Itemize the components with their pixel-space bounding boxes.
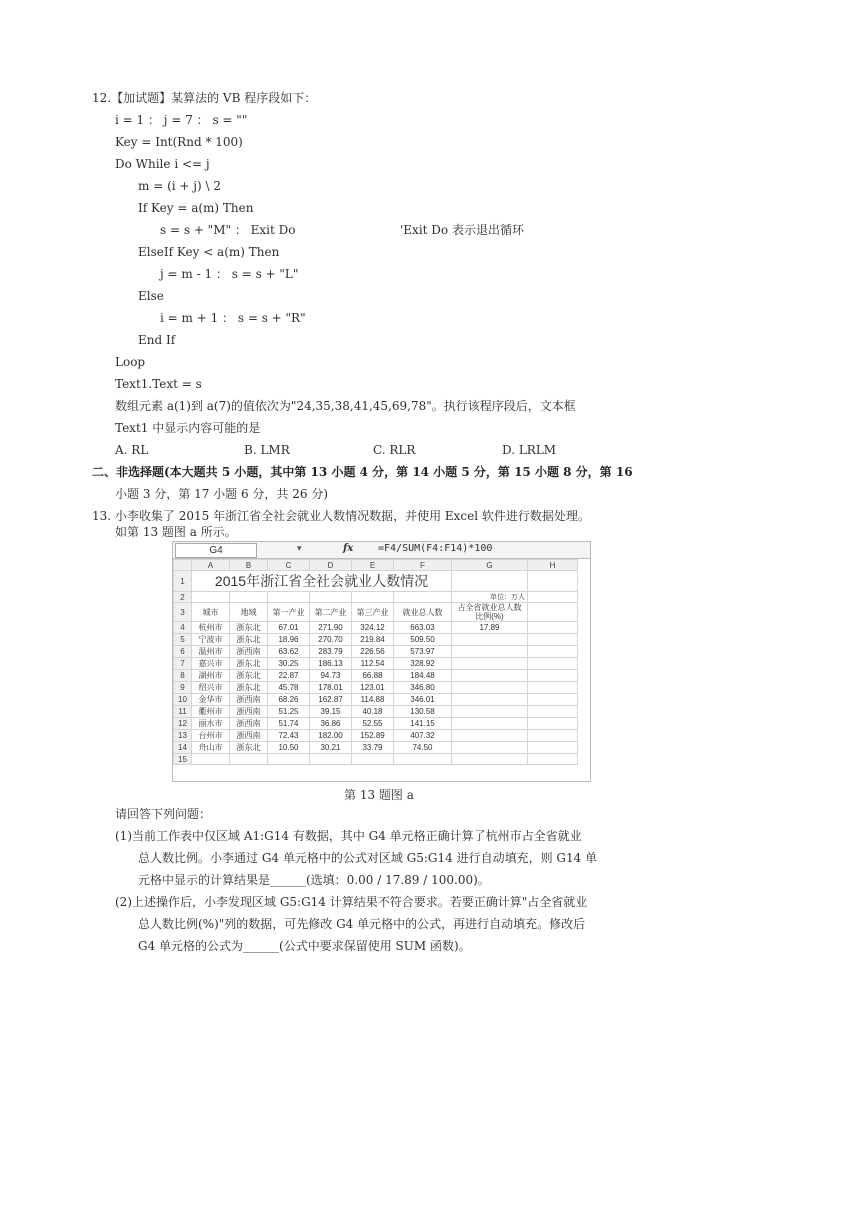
col-header-b[interactable]: B: [230, 560, 268, 571]
table-row: [174, 706, 578, 718]
cell[interactable]: 浙东北: [230, 622, 268, 634]
cell[interactable]: 219.84: [352, 634, 394, 646]
cell[interactable]: 10.50: [268, 742, 310, 754]
cell[interactable]: 67.01: [268, 622, 310, 634]
row-header[interactable]: 10: [174, 694, 192, 706]
q12-title: [92, 90, 316, 106]
cell[interactable]: [192, 592, 230, 603]
code-line-3: Do While i <= j: [115, 157, 210, 171]
cell[interactable]: 663.03: [394, 622, 452, 634]
row-header[interactable]: 11: [174, 706, 192, 718]
cell[interactable]: 浙西南: [230, 718, 268, 730]
q13-intro-1: 13. 小李收集了 2015 年浙江省全社会就业人数情况数据，并使用 Excel 软件进行数据处理。: [92, 509, 590, 523]
cell[interactable]: 141.15: [394, 718, 452, 730]
cell[interactable]: 328.92: [394, 658, 452, 670]
code-line-13: Text1.Text = s: [115, 377, 202, 391]
cell[interactable]: [528, 571, 578, 592]
chevron-down-icon[interactable]: ▾: [297, 543, 302, 553]
cell[interactable]: 152.89: [352, 730, 394, 742]
cell[interactable]: [352, 754, 394, 765]
table-row: [174, 634, 578, 646]
cell[interactable]: [394, 754, 452, 765]
cell[interactable]: 浙东北: [230, 742, 268, 754]
formula-input[interactable]: =F4/SUM(F4:F14)*100: [378, 543, 493, 554]
cell[interactable]: 114.88: [352, 694, 394, 706]
cell[interactable]: 湖州市: [192, 670, 230, 682]
row-header[interactable]: 1: [174, 571, 192, 592]
ratio-cell[interactable]: 17.89: [452, 622, 528, 634]
col-header-g[interactable]: G: [452, 560, 528, 571]
row-header[interactable]: 12: [174, 718, 192, 730]
row-header[interactable]: 7: [174, 658, 192, 670]
q12-desc-2: Text1 中显示内容可能的是: [115, 421, 261, 435]
code-comment: 'Exit Do 表示退出循环: [400, 223, 524, 237]
unit-label[interactable]: 单位：万人: [452, 592, 528, 603]
code-line-11: End If: [138, 333, 176, 347]
option-c: C. RLR: [373, 443, 416, 457]
column-header-row: [174, 560, 578, 571]
code-line-12: Loop: [115, 355, 146, 369]
cell[interactable]: 浙西南: [230, 730, 268, 742]
cell[interactable]: [230, 592, 268, 603]
table-row: [174, 622, 578, 634]
data-rows: [174, 622, 578, 754]
header-ratio[interactable]: 占全省就业总人数比例(%): [452, 603, 528, 622]
cell[interactable]: 51.25: [268, 706, 310, 718]
cell[interactable]: 52.55: [352, 718, 394, 730]
code-line-10: i = m + 1 ： s = s + "R": [160, 311, 306, 325]
option-b: B. LMR: [244, 443, 290, 457]
cell[interactable]: [528, 670, 578, 682]
code-line-6: s = s + "M" ： Exit Do: [160, 223, 296, 237]
q13-part1-line1: (1)当前工作表中仅区域 A1:G14 有数据，其中 G4 单元格正确计算了杭州市占全省就业: [115, 829, 582, 843]
cell[interactable]: 324.12: [352, 622, 394, 634]
cell[interactable]: 浙东北: [230, 634, 268, 646]
header-row: [174, 603, 578, 622]
cell[interactable]: 嘉兴市: [192, 658, 230, 670]
row-header[interactable]: 9: [174, 682, 192, 694]
cell[interactable]: [528, 634, 578, 646]
header-primary[interactable]: 第一产业: [268, 603, 310, 622]
cell[interactable]: 271.90: [310, 622, 352, 634]
fx-icon[interactable]: fx: [343, 543, 354, 554]
cell[interactable]: 浙东北: [230, 682, 268, 694]
code-line-9: Else: [138, 289, 164, 303]
ratio-cell[interactable]: [452, 730, 528, 742]
cell[interactable]: [268, 754, 310, 765]
cell[interactable]: 浙西南: [230, 694, 268, 706]
q13-part1-line3: 元格中显示的计算结果是______(选填：0.00 / 17.89 / 100.00)。: [138, 873, 490, 887]
option-a: A. RL: [115, 443, 149, 457]
code-line-4: m = (i + j) \ 2: [138, 179, 221, 193]
code-line-8: j = m - 1 ： s = s + "L": [160, 267, 299, 281]
col-header-f[interactable]: F: [394, 560, 452, 571]
formula-bar: [173, 542, 590, 559]
cell[interactable]: [528, 592, 578, 603]
q13-intro-2: 如第 13 题图 a 所示。: [115, 525, 237, 539]
q12-title-text: 12.【加试题】某算法的 VB 程序段如下：: [92, 91, 317, 105]
row-header[interactable]: 2: [174, 592, 192, 603]
cell[interactable]: 杭州市: [192, 622, 230, 634]
cell[interactable]: [230, 754, 268, 765]
cell[interactable]: 184.48: [394, 670, 452, 682]
cell[interactable]: [528, 646, 578, 658]
sheet-grid: [173, 559, 578, 765]
cell[interactable]: 18.96: [268, 634, 310, 646]
cell[interactable]: [528, 622, 578, 634]
cell[interactable]: 绍兴市: [192, 682, 230, 694]
row-header[interactable]: 3: [174, 603, 192, 622]
ratio-cell[interactable]: [452, 718, 528, 730]
ratio-cell[interactable]: [452, 706, 528, 718]
header-secondary[interactable]: 第二产业: [310, 603, 352, 622]
table-row: [174, 658, 578, 670]
q13-part1-line2: 总人数比例。小李通过 G4 单元格中的公式对区域 G5:G14 进行自动填充，则 G14 单: [138, 851, 598, 865]
ratio-cell[interactable]: [452, 634, 528, 646]
q13-part2-line2: 总人数比例(%)"列的数据，可先修改 G4 单元格中的公式，再进行自动填充。修改后: [138, 917, 586, 931]
code-line-7: ElseIf Key < a(m) Then: [138, 245, 280, 259]
option-d: D. LRLM: [502, 443, 557, 457]
cell[interactable]: 112.54: [352, 658, 394, 670]
cell[interactable]: 162.87: [310, 694, 352, 706]
cell[interactable]: 346.01: [394, 694, 452, 706]
cell[interactable]: 衢州市: [192, 706, 230, 718]
cell[interactable]: 182.00: [310, 730, 352, 742]
row-header[interactable]: 15: [174, 754, 192, 765]
row-header[interactable]: 8: [174, 670, 192, 682]
col-header-a[interactable]: A: [192, 560, 230, 571]
header-region[interactable]: 地域: [230, 603, 268, 622]
sheet-title[interactable]: 2015年浙江省全社会就业人数情况: [192, 571, 452, 592]
cell[interactable]: 74.50: [394, 742, 452, 754]
cell[interactable]: 270.70: [310, 634, 352, 646]
cell[interactable]: [528, 706, 578, 718]
cell[interactable]: [452, 571, 528, 592]
code-line-2: Key = Int(Rnd * 100): [115, 135, 243, 149]
table-row: [174, 742, 578, 754]
cell[interactable]: 舟山市: [192, 742, 230, 754]
table-row: [174, 730, 578, 742]
ratio-cell[interactable]: [452, 670, 528, 682]
cell[interactable]: 94.73: [310, 670, 352, 682]
q12-desc-1: 数组元素 a(1)到 a(7)的值依次为"24,35,38,41,45,69,78"。执行该程序段后，文本框: [115, 399, 576, 413]
code-line-1: i = 1 ： j = 7 ： s = "": [115, 113, 248, 127]
col-header-e[interactable]: E: [352, 560, 394, 571]
cell[interactable]: 573.97: [394, 646, 452, 658]
section2-heading: 二、非选择题(本大题共 5 小题，其中第 13 小题 4 分，第 14 小题 5 分，第 15 小题 8 分，第 16: [92, 465, 633, 479]
header-tertiary[interactable]: 第三产业: [352, 603, 394, 622]
corner-cell[interactable]: [174, 560, 192, 571]
code-line-5: If Key = a(m) Then: [138, 201, 254, 215]
cell[interactable]: 130.58: [394, 706, 452, 718]
cell[interactable]: 金华市: [192, 694, 230, 706]
q13-prompt: 请回答下列问题：: [115, 807, 212, 821]
table-row: [174, 694, 578, 706]
cell[interactable]: 66.88: [352, 670, 394, 682]
cell[interactable]: 30.21: [310, 742, 352, 754]
cell[interactable]: [528, 730, 578, 742]
table-row: [174, 646, 578, 658]
cell[interactable]: 22.87: [268, 670, 310, 682]
cell[interactable]: 33.79: [352, 742, 394, 754]
col-header-h[interactable]: H: [528, 560, 578, 571]
q13-part2-line3: G4 单元格的公式为______(公式中要求保留使用 SUM 函数)。: [138, 939, 471, 953]
cell[interactable]: 浙西南: [230, 646, 268, 658]
cell[interactable]: 浙东北: [230, 658, 268, 670]
ratio-cell[interactable]: [452, 658, 528, 670]
ratio-cell[interactable]: [452, 694, 528, 706]
table-row: [174, 670, 578, 682]
cell[interactable]: 226.56: [352, 646, 394, 658]
cell[interactable]: 温州市: [192, 646, 230, 658]
cell[interactable]: 39.15: [310, 706, 352, 718]
col-header-d[interactable]: D: [310, 560, 352, 571]
cell[interactable]: 浙西南: [230, 706, 268, 718]
row-header[interactable]: 6: [174, 646, 192, 658]
cell[interactable]: [528, 682, 578, 694]
col-header-c[interactable]: C: [268, 560, 310, 571]
cell[interactable]: 浙东北: [230, 670, 268, 682]
cell[interactable]: 72.43: [268, 730, 310, 742]
cell[interactable]: [528, 694, 578, 706]
cell[interactable]: 45.78: [268, 682, 310, 694]
row-header[interactable]: 13: [174, 730, 192, 742]
table-row: [174, 718, 578, 730]
cell[interactable]: [192, 754, 230, 765]
row-header[interactable]: 5: [174, 634, 192, 646]
cell[interactable]: 台州市: [192, 730, 230, 742]
cell[interactable]: [528, 754, 578, 765]
cell[interactable]: 186.13: [310, 658, 352, 670]
cell[interactable]: [394, 592, 452, 603]
cell[interactable]: [528, 603, 578, 622]
cell[interactable]: [528, 658, 578, 670]
cell[interactable]: 36.86: [310, 718, 352, 730]
cell[interactable]: [528, 742, 578, 754]
table-row: [174, 682, 578, 694]
cell[interactable]: [528, 718, 578, 730]
name-box[interactable]: G4: [175, 543, 257, 558]
figure-caption: 第 13 题图 a: [344, 788, 414, 802]
ratio-cell[interactable]: [452, 742, 528, 754]
cell[interactable]: [310, 754, 352, 765]
header-city[interactable]: 城市: [192, 603, 230, 622]
cell[interactable]: 283.79: [310, 646, 352, 658]
cell[interactable]: [268, 592, 310, 603]
sheet-row-2: [174, 592, 578, 603]
cell[interactable]: 63.62: [268, 646, 310, 658]
cell[interactable]: 30.25: [268, 658, 310, 670]
excel-screenshot: [172, 541, 591, 782]
row-header[interactable]: 4: [174, 622, 192, 634]
cell[interactable]: 509.50: [394, 634, 452, 646]
sheet-row-1: [174, 571, 578, 592]
ratio-cell[interactable]: [452, 682, 528, 694]
cell[interactable]: 178.01: [310, 682, 352, 694]
cell[interactable]: [352, 592, 394, 603]
cell[interactable]: 346.80: [394, 682, 452, 694]
cell[interactable]: 123.01: [352, 682, 394, 694]
cell[interactable]: 68.26: [268, 694, 310, 706]
section2-heading-2: 小题 3 分，第 17 小题 6 分，共 26 分): [115, 487, 329, 501]
ratio-cell[interactable]: [452, 646, 528, 658]
q13-part2-line1: (2)上述操作后，小李发现区域 G5:G14 计算结果不符合要求。若要正确计算"占全省就业: [115, 895, 588, 909]
row-header[interactable]: 14: [174, 742, 192, 754]
cell[interactable]: 407.32: [394, 730, 452, 742]
header-total[interactable]: 就业总人数: [394, 603, 452, 622]
sheet-row-15: [174, 754, 578, 765]
cell[interactable]: 丽水市: [192, 718, 230, 730]
cell[interactable]: 40.18: [352, 706, 394, 718]
cell[interactable]: 宁波市: [192, 634, 230, 646]
cell[interactable]: [452, 754, 528, 765]
cell[interactable]: 51.74: [268, 718, 310, 730]
cell[interactable]: [310, 592, 352, 603]
